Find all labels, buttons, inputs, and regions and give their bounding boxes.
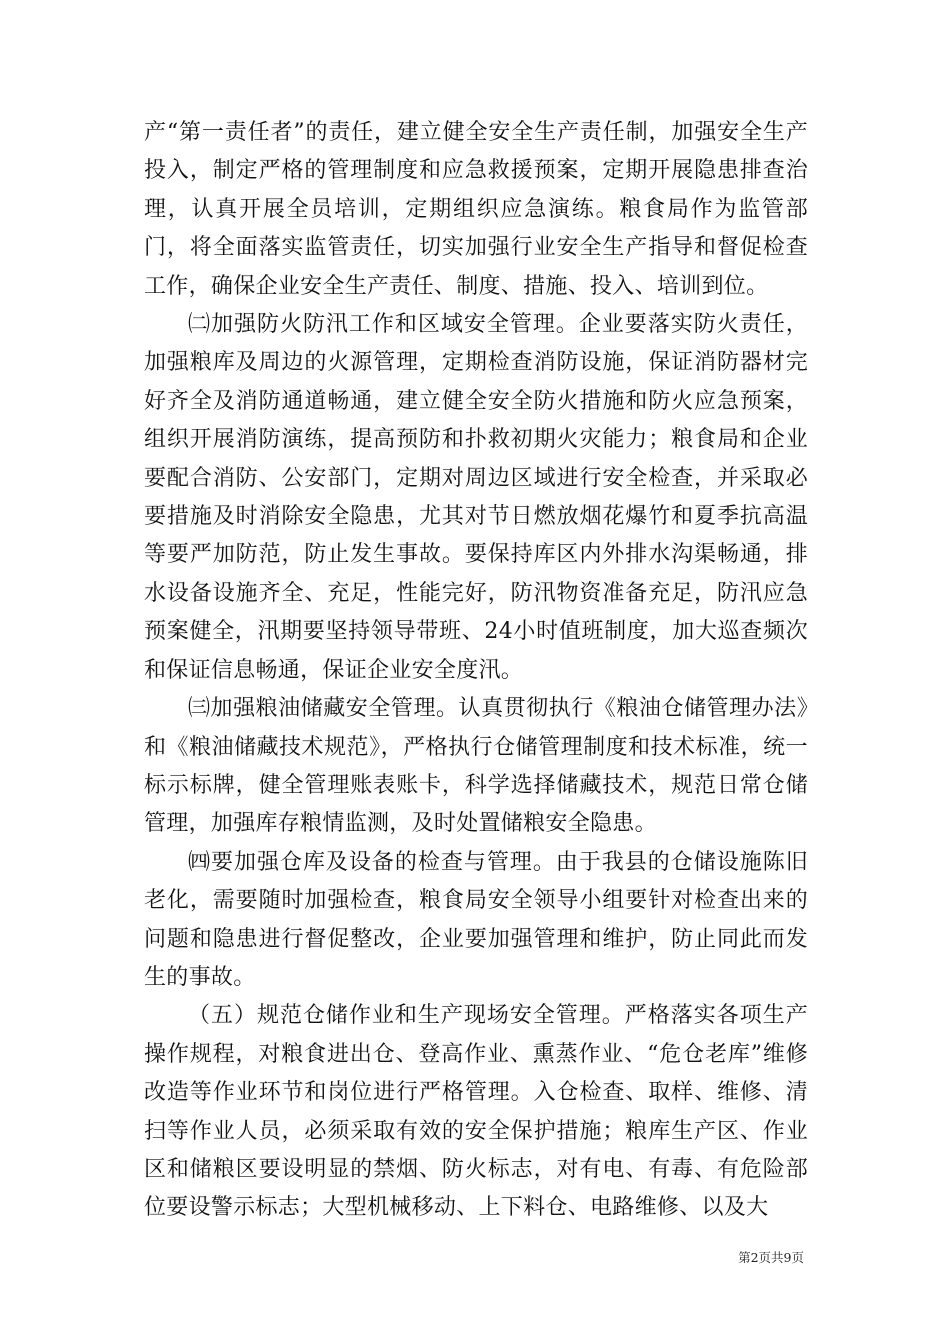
paragraph-fire-flood-safety: ㈡加强防火防汛工作和区域安全管理。企业要落实防火责任，加强粮库及周边的火源管理，定期检查消防设施，保证消防器材完好齐全及消防通道畅通，建立健全安全防火措施和防火应急预案，组织开展消防演练，提高预防和扑救初期火灾能力；粮食局和企业要配合消防、公安部门，定期对周边区域进行安全检查，并采取必要措施及时消除安全隐患，尤其对节日燃放烟花爆竹和夏季抗高温等要严加防范，防止发生事故。要保持库区内外排水沟渠畅通，排水设备设施齐全、充足，性能完好，防汛物资准备充足，防汛应急预案健全，汛期要坚持领导带班、24小时值班制度，加大巡查频次和保证信息畅通，保证企业安全度汛。 <box>144 312 808 683</box>
page-number-footer: 第2页共9页 <box>738 1250 804 1265</box>
document-body <box>144 114 808 1228</box>
paragraph-continuation: 产“第一责任者”的责任，建立健全安全生产责任制，加强安全生产投入，制定严格的管理制度和应急救援预案，定期开展隐患排查治理，认真开展全员培训，定期组织应急演练。粮食局作为监管部门，将全面落实监管责任，切实加强行业安全生产指导和督促检查工作，确保企业安全生产责任、制度、措施、投入、培训到位。 <box>144 120 808 299</box>
paragraph-warehouse-inspection: ㈣要加强仓库及设备的检查与管理。由于我县的仓储设施陈旧老化，需要随时加强检查，粮食局安全领导小组要针对检查出来的问题和隐患进行督促整改，企业要加强管理和维护，防止同此而发生的事故。 <box>144 849 808 990</box>
paragraph-grain-storage-safety: ㈢加强粮油储藏安全管理。认真贯彻执行《粮油仓储管理办法》和《粮油储藏技术规范》，严格执行仓储管理制度和技术标准，统一标示标牌，健全管理账表账卡，科学选择储藏技术，规范日常仓储管理，加强库存粮情监测，及时处置储粮安全隐患。 <box>144 696 808 837</box>
paragraph-operation-site-safety: （五）规范仓储作业和生产现场安全管理。严格落实各项生产操作规程，对粮食进出仓、登高作业、熏蒸作业、“危仓老库”维修改造等作业环节和岗位进行严格管理。入仓检查、取样、维修、清扫等作业人员，必须采取有效的安全保护措施；粮库生产区、作业区和储粮区要设明显的禁烟、防火标志，对有电、有毒、有危险部位要设警示标志；大型机械移动、上下料仓、电路维修、以及大 <box>144 1003 808 1221</box>
